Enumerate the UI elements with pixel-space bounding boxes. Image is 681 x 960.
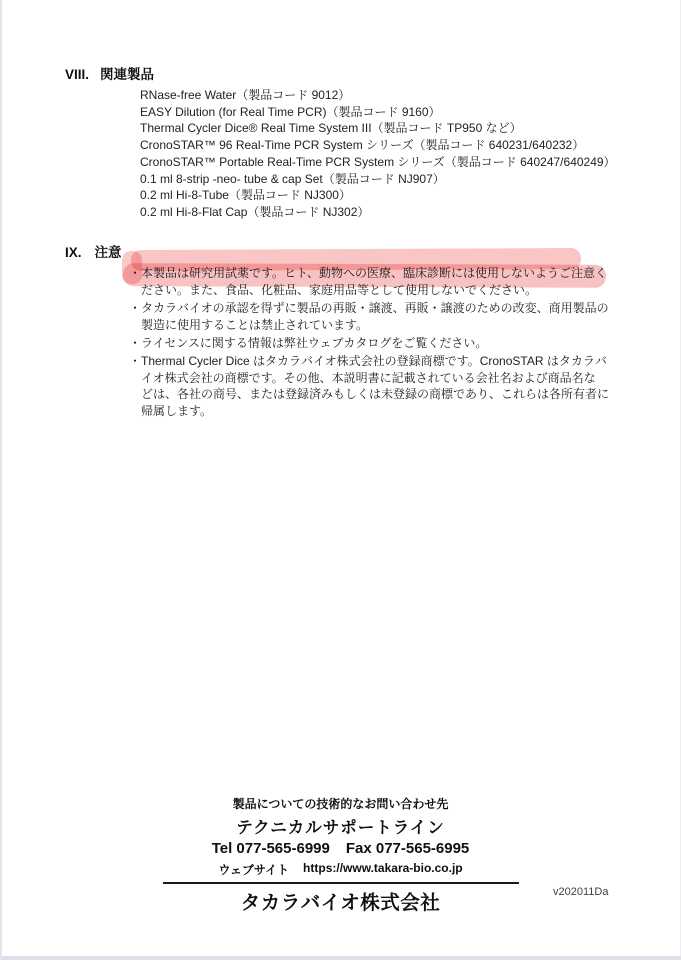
support-line-name: テクニカルサポートライン [236, 819, 445, 837]
bullet-dot: ・ [129, 300, 142, 315]
product-item: 0.1 ml 8-strip -neo- tube & cap Set（製品コード NJ907） [140, 171, 445, 186]
product-item: EASY Dilution (for Real Time PCR)（製品コード 9160） [140, 104, 441, 119]
tel-fax-line [0, 840, 681, 857]
section-viii-number: VIII. [65, 67, 90, 82]
section-ix-number: IX. [65, 245, 82, 260]
product-item: Thermal Cycler Dice® Real Time System III（製品コード TP950 など） [140, 121, 522, 136]
caution-bullet-resale [129, 300, 609, 333]
website-label: ウェブサイト [218, 863, 290, 877]
document-version: v202011Da [553, 886, 609, 898]
product-item: 0.2 ml Hi-8-Tube（製品コード NJ300） [140, 188, 351, 203]
bullet-text: タカラバイオの承認を得ずに製品の再販・譲渡、再販・譲渡のための改変、商用製品の 製造に使用することは禁止されています。 [141, 300, 609, 332]
section-viii-title: 関連製品 [100, 67, 155, 82]
product-item: RNase-free Water（製品コード 9012） [140, 88, 351, 102]
section-ix-title: 注意 [94, 245, 122, 260]
bullet-text: 本製品は研究用試薬です。ヒト、動物への医療、臨床診断には使用しないようご注意く ださい。また、食品、化粧品、家庭用品等として使用しないでください。 [141, 266, 607, 297]
caution-bullet-license [129, 335, 609, 352]
section-ix-heading [65, 241, 122, 261]
related-products-list [140, 87, 616, 221]
website-line [0, 861, 681, 878]
caution-bullet-list [129, 265, 609, 420]
caution-bullet-trademark [129, 353, 609, 420]
tel-number: Tel 077-565-6999 [211, 840, 330, 857]
caution-bullet-research-use [129, 265, 609, 298]
bullet-dot: ・ [129, 266, 142, 280]
bullet-dot: ・ [129, 335, 142, 350]
fax-number: Fax 077-565-6995 [345, 840, 470, 857]
product-item: CronoSTAR™ Portable Real-Time PCR System シリーズ（製品コード 640247/640249） [140, 154, 616, 169]
product-item: CronoSTAR™ 96 Real-Time PCR System シリーズ（製品コード 640231/640232） [140, 138, 585, 153]
bullet-dot: ・ [129, 354, 142, 369]
bullet-text: Thermal Cycler Dice はタカラバイオ株式会社の登録商標です。CronoSTAR はタカラバ イオ株式会社の商標です。その他、本説明書に記載されている会社名および商品名な どは、各社の商号、または登録済みもしくは未登録の商標であり、これらは各所有者に 帰属します。 [141, 354, 610, 419]
website-url: https://www.takara-bio.co.jp [303, 861, 463, 875]
company-name: タカラバイオ株式会社 [240, 892, 441, 914]
bullet-text: ライセンスに関する情報は弊社ウェブカタログをご覧ください。 [141, 335, 488, 350]
contact-heading: 製品についての技術的なお問い合わせ先 [232, 797, 449, 811]
footer-divider [163, 882, 519, 884]
section-viii-heading [65, 63, 154, 83]
product-item: 0.2 ml Hi-8-Flat Cap（製品コード NJ302） [140, 204, 370, 219]
